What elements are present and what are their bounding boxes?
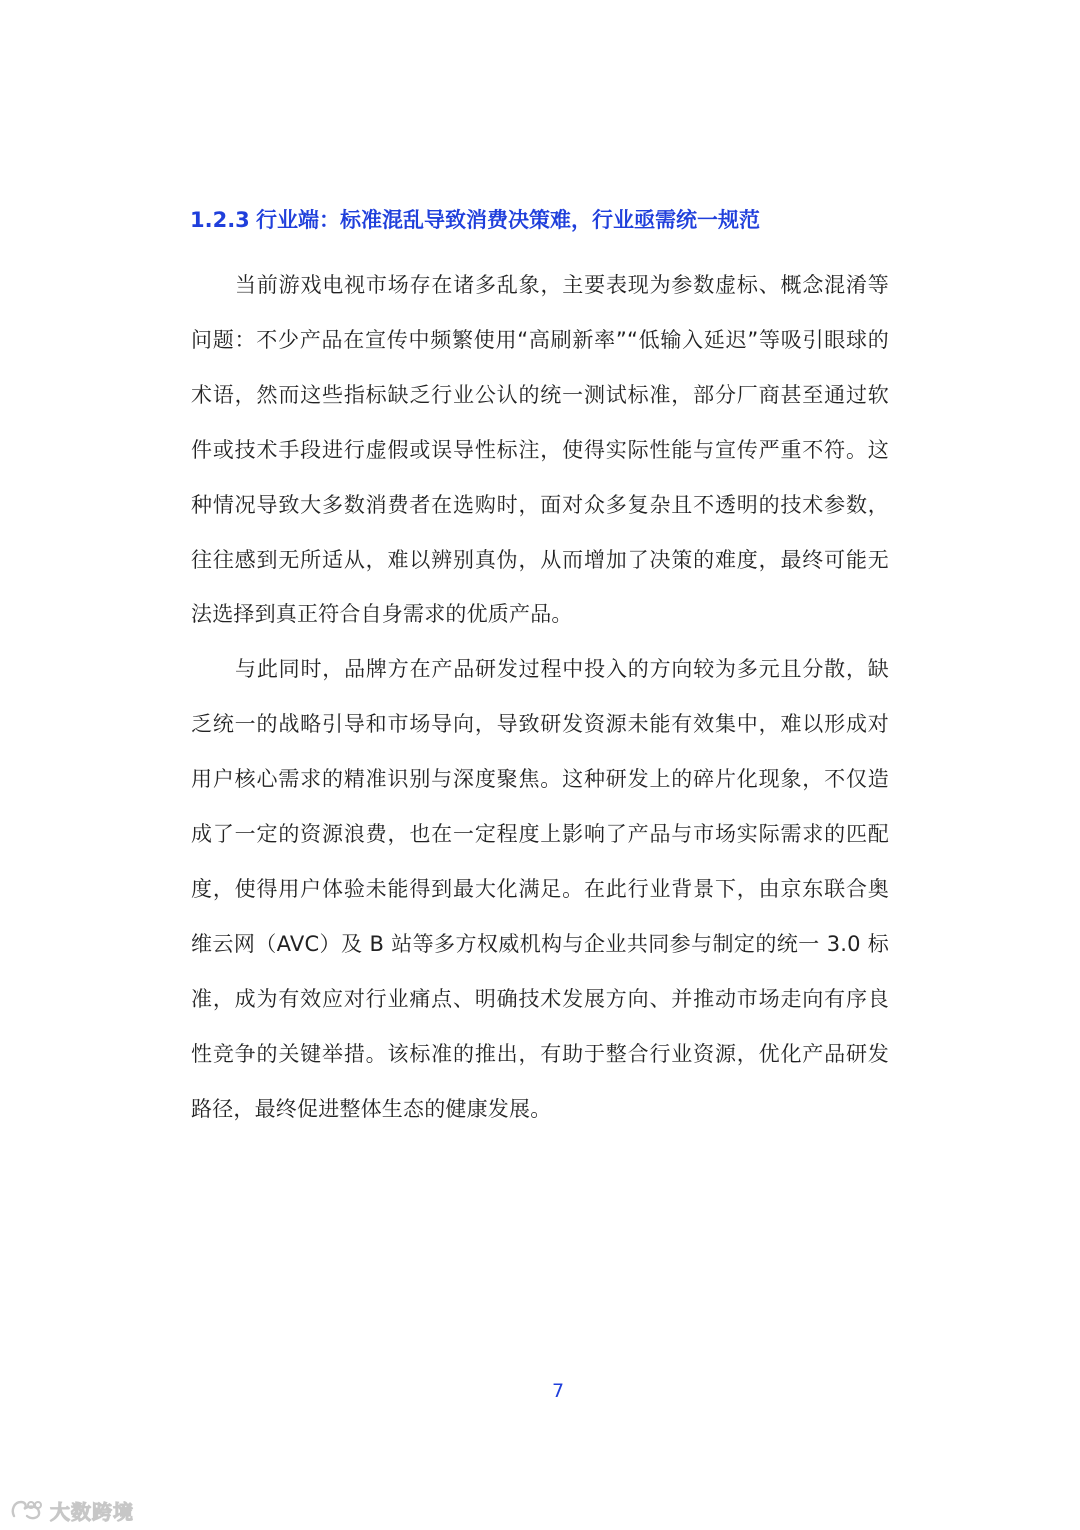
paragraph-1: 当前游戏电视市场存在诸多乱象，主要表现为参数虚标、概念混淆等问题：不少产品在宣传中频繁使用“高刷新率”“低输入延迟”等吸引眼球的术语，然而这些指标缺乏行业公认的统一测试标准，部分厂商甚至通过软件或技术手段进行虚假或误导性标注，使得实际性能与宣传严重不符。这种情况导致大多数消费者在选购时，面对众多复杂且不透明的技术参数，往往感到无所适从，难以辨别真伪，从而增加了决策的难度，最终可能无法选择到真正符合自身需求的优质产品。: [191, 273, 889, 627]
body-text: [191, 258, 889, 1137]
section-number: 1.2.3: [190, 208, 250, 233]
watermark: [10, 1490, 134, 1530]
watermark-logo-icon: [10, 1498, 44, 1522]
section-title: 行业端：标准混乱导致消费决策难，行业亟需统一规范: [256, 208, 760, 233]
watermark-text: 大数跨境: [50, 1499, 134, 1524]
paragraph-2: 与此同时，品牌方在产品研发过程中投入的方向较为多元且分散，缺乏统一的战略引导和市场导向，导致研发资源未能有效集中，难以形成对用户核心需求的精准识别与深度聚焦。这种研发上的碎片化现象，不仅造成了一定的资源浪费，也在一定程度上影响了产品与市场实际需求的匹配度，使得用户体验未能得到最大化满足。在此行业背景下，由京东联合奥维云网（AVC）及 B 站等多方权威机构与企业共同参与制定的统一 3.0 标准，成为有效应对行业痛点、明确技术发展方向、并推动市场走向有序良性竞争的关键举措。该标准的推出，有助于整合行业资源，优化产品研发路径，最终促进整体生态的健康发展。: [191, 657, 889, 1121]
section-heading: [190, 202, 910, 238]
page-number: 7: [551, 1380, 565, 1402]
